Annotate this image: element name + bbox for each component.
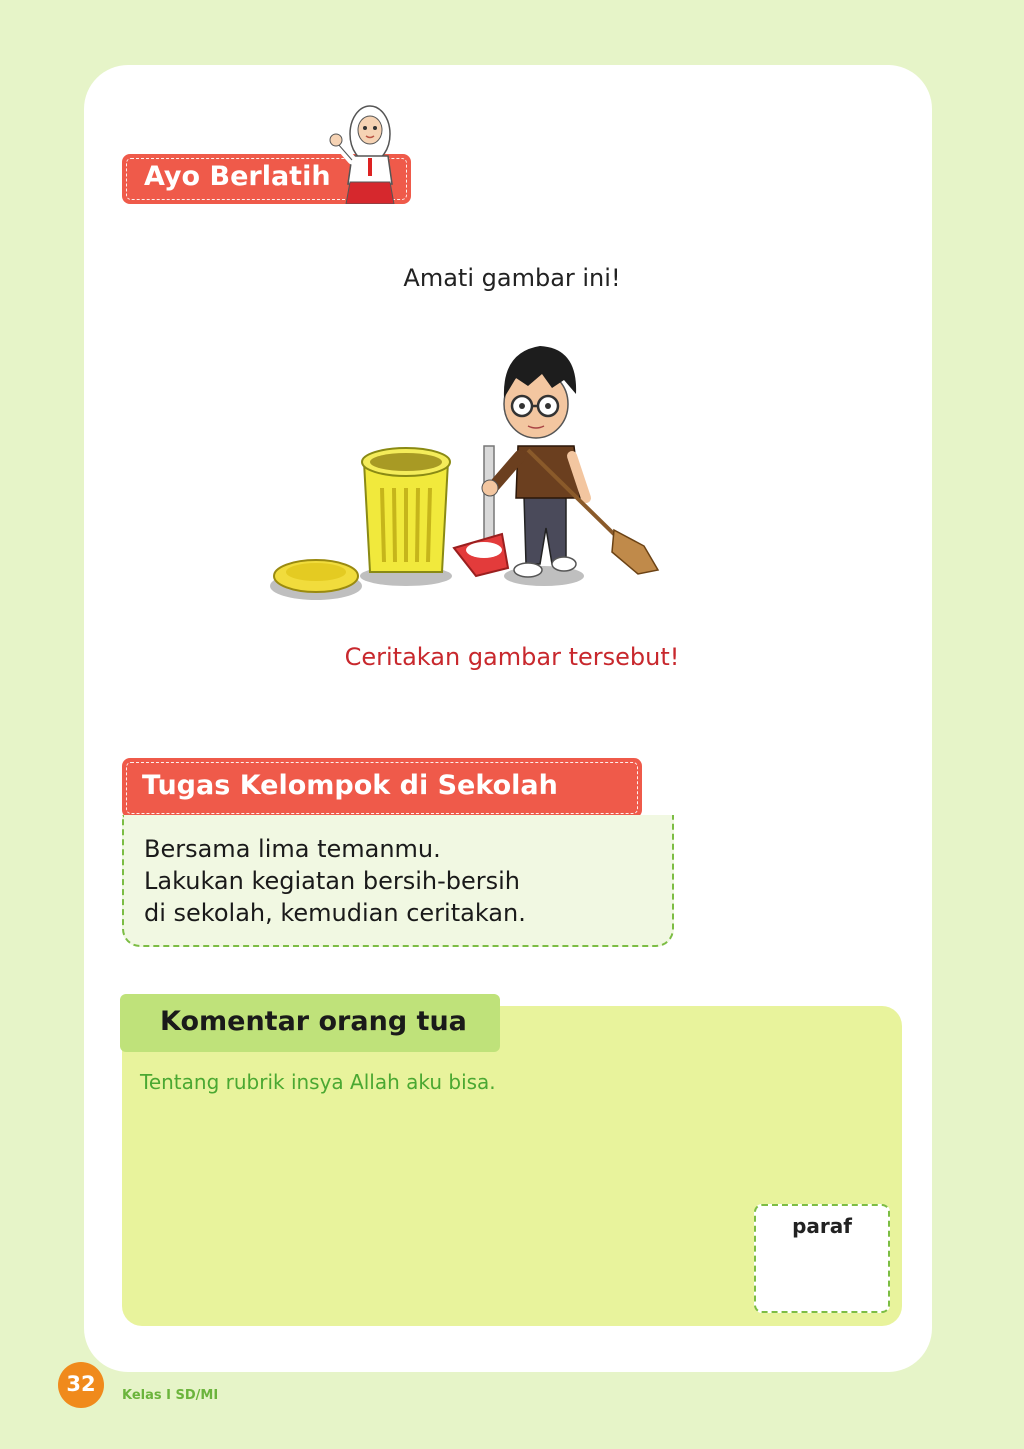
parent-comment-header xyxy=(120,994,500,1052)
page-number-badge xyxy=(58,1362,104,1408)
group-task-box xyxy=(122,815,674,947)
group-task-line: Bersama lima temanmu. xyxy=(144,835,441,863)
group-task-title: Tugas Kelompok di Sekolah xyxy=(142,770,558,801)
grade-label: Kelas I SD/MI xyxy=(122,1388,219,1403)
page-number: 32 xyxy=(66,1372,96,1396)
parent-comment-title: Komentar orang tua xyxy=(160,1006,467,1037)
signature-label: paraf xyxy=(792,1214,852,1238)
tell-instruction: Ceritakan gambar tersebut! xyxy=(344,643,680,671)
signature-box[interactable] xyxy=(754,1204,890,1313)
group-task-line: Lakukan kegiatan bersih-bersih xyxy=(144,867,521,895)
group-task-line: di sekolah, kemudian ceritakan. xyxy=(144,899,526,927)
observe-instruction: Amati gambar ini! xyxy=(403,264,621,292)
girl-student-waving-icon xyxy=(326,100,410,204)
parent-comment-note: Tentang rubrik insya Allah aku bisa. xyxy=(140,1070,496,1094)
practice-section-title: Ayo Berlatih xyxy=(144,161,331,192)
group-task-header xyxy=(122,758,642,818)
boy-sweeping-illustration xyxy=(266,338,670,608)
